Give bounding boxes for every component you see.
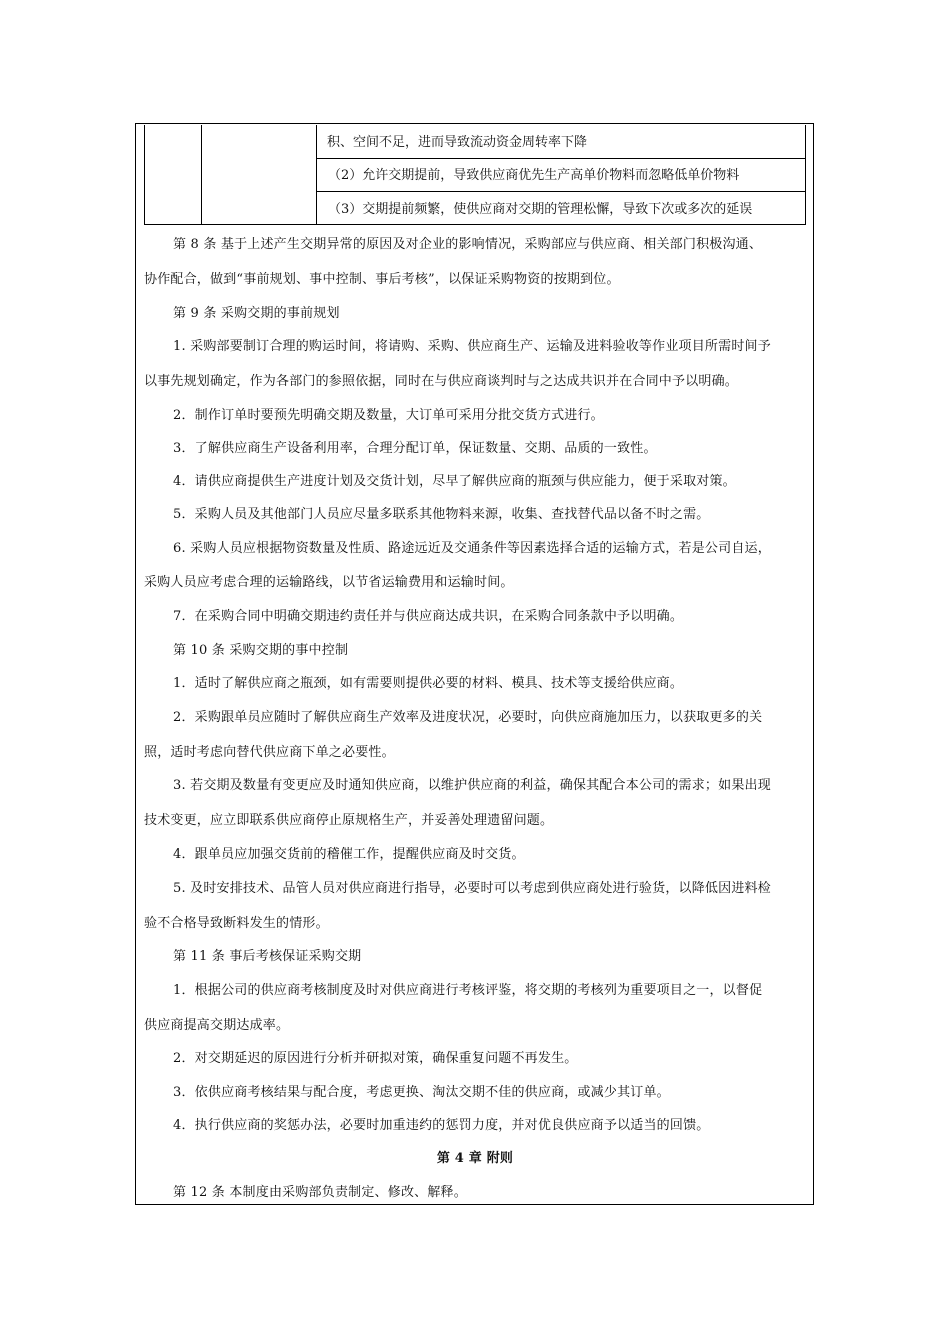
article-12: 第 12 条 本制度由采购部负责制定、修改、解释。 xyxy=(173,1185,467,1200)
table-row-divider xyxy=(316,191,805,192)
article-11-item-2: 2．对交期延迟的原因进行分析并研拟对策，确保重复问题不再发生。 xyxy=(173,1051,578,1066)
table-cell: （2）允许交期提前，导致供应商优先生产高单价物料而忽略低单价物料 xyxy=(328,168,740,183)
article-8-line-2: 协作配合，做到“事前规划、事中控制、事后考核”，以保证采购物资的按期到位。 xyxy=(144,272,620,287)
article-9-item-7: 7．在采购合同中明确交期违约责任并与供应商达成共识，在采购合同条款中予以明确。 xyxy=(173,609,684,624)
article-10-item-3a: 3. 若交期及数量有变更应及时通知供应商，以维护供应商的利益，确保其配合本公司的需求；如果出现 xyxy=(173,778,771,793)
article-9-item-6b: 采购人员应考虑合理的运输路线，以节省运输费用和运输时间。 xyxy=(144,575,514,590)
table-row-divider xyxy=(316,158,805,159)
article-11-item-3: 3．依供应商考核结果与配合度，考虑更换、淘汰交期不佳的供应商，或减少其订单。 xyxy=(173,1085,670,1100)
article-10-item-5b: 验不合格导致断料发生的情形。 xyxy=(144,916,329,931)
article-9-title: 第 9 条 采购交期的事前规划 xyxy=(173,306,340,321)
table-cell: （3）交期提前频繁，使供应商对交期的管理松懈，导致下次或多次的延误 xyxy=(328,202,753,217)
article-8-line-1: 第 8 条 基于上述产生交期异常的原因及对企业的影响情况，采购部应与供应商、相关部门积极沟通、 xyxy=(173,237,763,252)
table-cell: 积、空间不足，进而导致流动资金周转率下降 xyxy=(327,135,588,150)
article-9-item-6a: 6. 采购人员应根据物资数量及性质、路途远近及交通条件等因素选择合适的运输方式，若是公司自运， xyxy=(173,541,771,556)
article-9-item-3: 3．了解供应商生产设备利用率，合理分配订单，保证数量、交期、品质的一致性。 xyxy=(173,441,657,456)
continued-table xyxy=(144,125,806,225)
article-9-item-4: 4．请供应商提供生产进度计划及交货计划，尽早了解供应商的瓶颈与供应能力，便于采取对策。 xyxy=(173,474,736,489)
article-10-title: 第 10 条 采购交期的事中控制 xyxy=(173,643,349,658)
article-11-item-4: 4．执行供应商的奖惩办法，必要时加重违约的惩罚力度，并对优良供应商予以适当的回馈。 xyxy=(173,1118,710,1133)
article-10-item-4: 4．跟单员应加强交货前的稽催工作，提醒供应商及时交货。 xyxy=(173,847,525,862)
article-10-item-3b: 技术变更，应立即联系供应商停止原规格生产，并妥善处理遗留问题。 xyxy=(144,813,554,828)
table-column-divider xyxy=(316,125,317,224)
table-column-divider xyxy=(201,125,202,224)
chapter-4-heading: 第 4 章 附则 xyxy=(436,1151,514,1166)
article-11-item-1a: 1．根据公司的供应商考核制度及时对供应商进行考核评鉴，将交期的考核列为重要项目之一，以督促 xyxy=(173,983,763,998)
article-9-item-5: 5．采购人员及其他部门人员应尽量多联系其他物料来源，收集、查找替代品以备不时之需。 xyxy=(173,507,710,522)
article-9-item-1a: 1. 采购部要制订合理的购运时间，将请购、采购、供应商生产、运输及进料验收等作业项目所需时间予 xyxy=(173,339,771,354)
article-11-title: 第 11 条 事后考核保证采购交期 xyxy=(173,949,362,964)
article-10-item-2b: 照，适时考虑向替代供应商下单之必要性。 xyxy=(144,745,395,760)
article-10-item-5a: 5. 及时安排技术、品管人员对供应商进行指导，必要时可以考虑到供应商处进行验货，以降低因进料检 xyxy=(173,881,771,896)
article-10-item-2a: 2．采购跟单员应随时了解供应商生产效率及进度状况，必要时，向供应商施加压力，以获取更多的关 xyxy=(173,710,763,725)
article-10-item-1: 1．适时了解供应商之瓶颈，如有需要则提供必要的材料、模具、技术等支援给供应商。 xyxy=(173,676,684,691)
article-9-item-2: 2．制作订单时要预先明确交期及数量，大订单可采用分批交货方式进行。 xyxy=(173,408,604,423)
article-9-item-1b: 以事先规划确定，作为各部门的参照依据，同时在与供应商谈判时与之达成共识并在合同中予以明确。 xyxy=(144,374,739,389)
article-11-item-1b: 供应商提高交期达成率。 xyxy=(144,1018,290,1033)
